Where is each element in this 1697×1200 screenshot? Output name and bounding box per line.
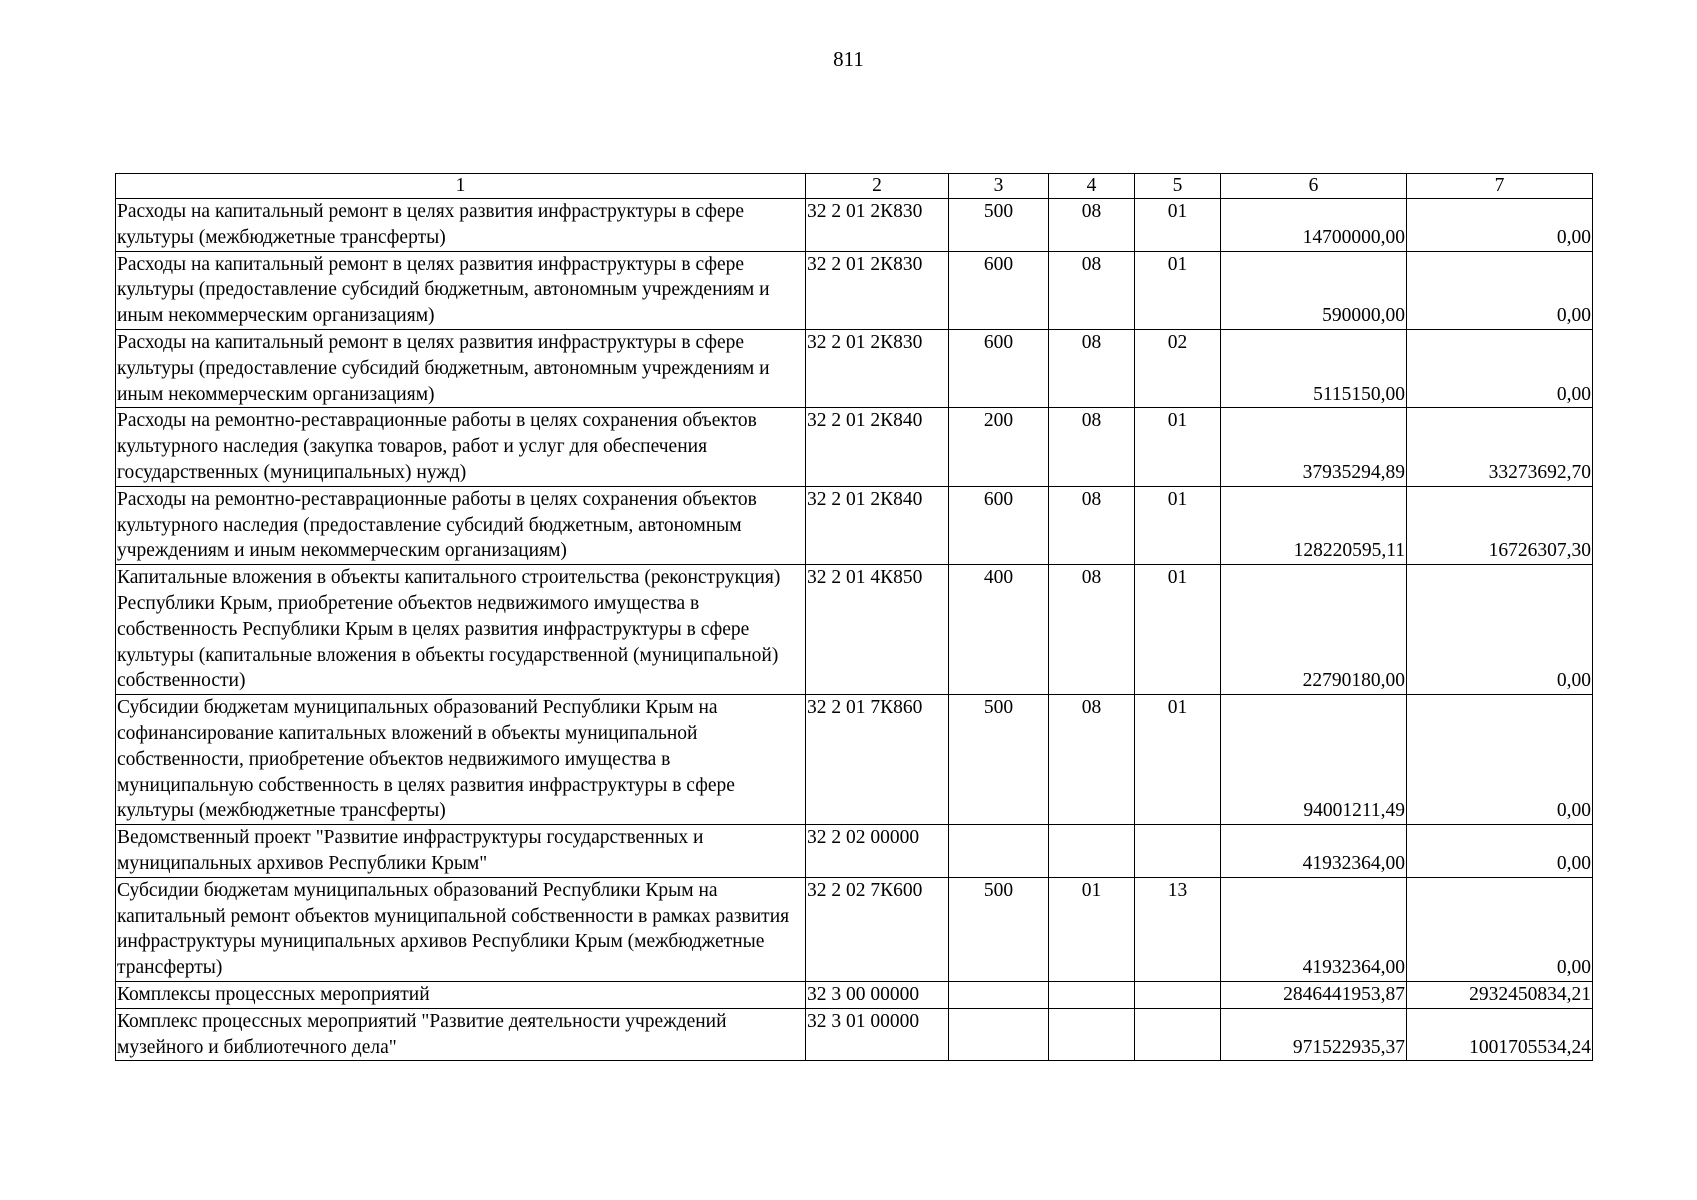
expenditure-name: Комплексы процессных мероприятий [116, 981, 806, 1008]
subsection-code: 01 [1135, 251, 1221, 329]
budget-table [115, 173, 1593, 1061]
amount-column-6: 94001211,49 [1221, 695, 1407, 825]
table-row [116, 486, 1593, 564]
budget-code: 32 2 02 00000 [806, 825, 949, 878]
expenditure-name: Капитальные вложения в объекты капитального строительства (реконструкция) Республики Крым, приобретение объектов недвижимого имущества в собственность Республики Крым в целях развития инфраструктуры в сфере культуры (капитальные вложения в объекты государственной (муниципальной) собственности) [116, 565, 806, 695]
expense-type-code: 600 [949, 329, 1049, 407]
table-row [116, 1008, 1593, 1061]
subsection-code: 01 [1135, 199, 1221, 252]
expense-type-code [949, 825, 1049, 878]
section-code: 08 [1049, 329, 1135, 407]
subsection-code: 01 [1135, 695, 1221, 825]
subsection-code: 13 [1135, 877, 1221, 981]
amount-column-6: 590000,00 [1221, 251, 1407, 329]
table-row [116, 251, 1593, 329]
expenditure-name: Субсидии бюджетам муниципальных образований Республики Крым на капитальный ремонт объектов муниципальной собственности в рамках развития инфраструктуры муниципальных архивов Республики Крым (межбюджетные трансферты) [116, 877, 806, 981]
subsection-code: 02 [1135, 329, 1221, 407]
table-row [116, 329, 1593, 407]
amount-column-7: 0,00 [1407, 565, 1593, 695]
budget-code: 32 3 01 00000 [806, 1008, 949, 1061]
column-number: 3 [949, 174, 1049, 199]
expenditure-name: Расходы на капитальный ремонт в целях развития инфраструктуры в сфере культуры (предоставление субсидий бюджетным, автономным учреждениям и иным некоммерческим организациям) [116, 329, 806, 407]
amount-column-7: 0,00 [1407, 199, 1593, 252]
section-code: 08 [1049, 408, 1135, 486]
amount-column-6: 5115150,00 [1221, 329, 1407, 407]
amount-column-6: 14700000,00 [1221, 199, 1407, 252]
expenditure-name: Расходы на капитальный ремонт в целях развития инфраструктуры в сфере культуры (межбюджетные трансферты) [116, 199, 806, 252]
column-number: 6 [1221, 174, 1407, 199]
table-row [116, 565, 1593, 695]
budget-code: 32 2 01 2К830 [806, 199, 949, 252]
amount-column-6: 128220595,11 [1221, 486, 1407, 564]
column-number-row [116, 174, 1593, 199]
subsection-code: 01 [1135, 486, 1221, 564]
expenditure-name: Расходы на ремонтно-реставрационные работы в целях сохранения объектов культурного наследия (закупка товаров, работ и услуг для обеспечения государственных (муниципальных) нужд) [116, 408, 806, 486]
section-code: 08 [1049, 695, 1135, 825]
amount-column-7: 2932450834,21 [1407, 981, 1593, 1008]
expense-type-code: 200 [949, 408, 1049, 486]
expense-type-code: 500 [949, 695, 1049, 825]
budget-code: 32 2 01 2К840 [806, 486, 949, 564]
subsection-code [1135, 981, 1221, 1008]
section-code: 01 [1049, 877, 1135, 981]
budget-code: 32 2 01 7К860 [806, 695, 949, 825]
expenditure-name: Субсидии бюджетам муниципальных образований Республики Крым на софинансирование капитальных вложений в объекты муниципальной собственности, приобретение объектов недвижимого имущества в муниципальную собственность в целях развития инфраструктуры в сфере культуры (межбюджетные трансферты) [116, 695, 806, 825]
table-row [116, 199, 1593, 252]
table-row [116, 981, 1593, 1008]
expenditure-name: Ведомственный проект "Развитие инфраструктуры государственных и муниципальных архивов Республики Крым" [116, 825, 806, 878]
section-code [1049, 981, 1135, 1008]
amount-column-7: 1001705534,24 [1407, 1008, 1593, 1061]
amount-column-7: 16726307,30 [1407, 486, 1593, 564]
expense-type-code: 600 [949, 251, 1049, 329]
expense-type-code [949, 981, 1049, 1008]
amount-column-7: 0,00 [1407, 695, 1593, 825]
page-number: 811 [833, 47, 864, 71]
budget-code: 32 3 00 00000 [806, 981, 949, 1008]
amount-column-7: 0,00 [1407, 877, 1593, 981]
table-row [116, 877, 1593, 981]
budget-code: 32 2 01 2К840 [806, 408, 949, 486]
column-number: 2 [806, 174, 949, 199]
column-number: 1 [116, 174, 806, 199]
budget-code: 32 2 01 4К850 [806, 565, 949, 695]
amount-column-6: 971522935,37 [1221, 1008, 1407, 1061]
expense-type-code: 400 [949, 565, 1049, 695]
expense-type-code: 500 [949, 199, 1049, 252]
expenditure-name: Расходы на капитальный ремонт в целях развития инфраструктуры в сфере культуры (предоставление субсидий бюджетным, автономным учреждениям и иным некоммерческим организациям) [116, 251, 806, 329]
expenditure-name: Комплекс процессных мероприятий "Развитие деятельности учреждений музейного и библиотечного дела" [116, 1008, 806, 1061]
section-code: 08 [1049, 486, 1135, 564]
subsection-code: 01 [1135, 565, 1221, 695]
amount-column-6: 2846441953,87 [1221, 981, 1407, 1008]
subsection-code [1135, 1008, 1221, 1061]
table-row [116, 825, 1593, 878]
column-number: 4 [1049, 174, 1135, 199]
budget-code: 32 2 01 2К830 [806, 329, 949, 407]
budget-code: 32 2 02 7К600 [806, 877, 949, 981]
subsection-code: 01 [1135, 408, 1221, 486]
section-code [1049, 825, 1135, 878]
column-number: 7 [1407, 174, 1593, 199]
amount-column-6: 41932364,00 [1221, 877, 1407, 981]
section-code: 08 [1049, 565, 1135, 695]
amount-column-6: 22790180,00 [1221, 565, 1407, 695]
amount-column-7: 0,00 [1407, 329, 1593, 407]
amount-column-6: 41932364,00 [1221, 825, 1407, 878]
section-code [1049, 1008, 1135, 1061]
expense-type-code [949, 1008, 1049, 1061]
amount-column-7: 0,00 [1407, 825, 1593, 878]
amount-column-7: 33273692,70 [1407, 408, 1593, 486]
amount-column-6: 37935294,89 [1221, 408, 1407, 486]
table-row [116, 408, 1593, 486]
section-code: 08 [1049, 251, 1135, 329]
expenditure-name: Расходы на ремонтно-реставрационные работы в целях сохранения объектов культурного наследия (предоставление субсидий бюджетным, автономным учреждениям и иным некоммерческим организациям) [116, 486, 806, 564]
expense-type-code: 500 [949, 877, 1049, 981]
column-number: 5 [1135, 174, 1221, 199]
budget-code: 32 2 01 2К830 [806, 251, 949, 329]
amount-column-7: 0,00 [1407, 251, 1593, 329]
subsection-code [1135, 825, 1221, 878]
expense-type-code: 600 [949, 486, 1049, 564]
table-row [116, 695, 1593, 825]
section-code: 08 [1049, 199, 1135, 252]
